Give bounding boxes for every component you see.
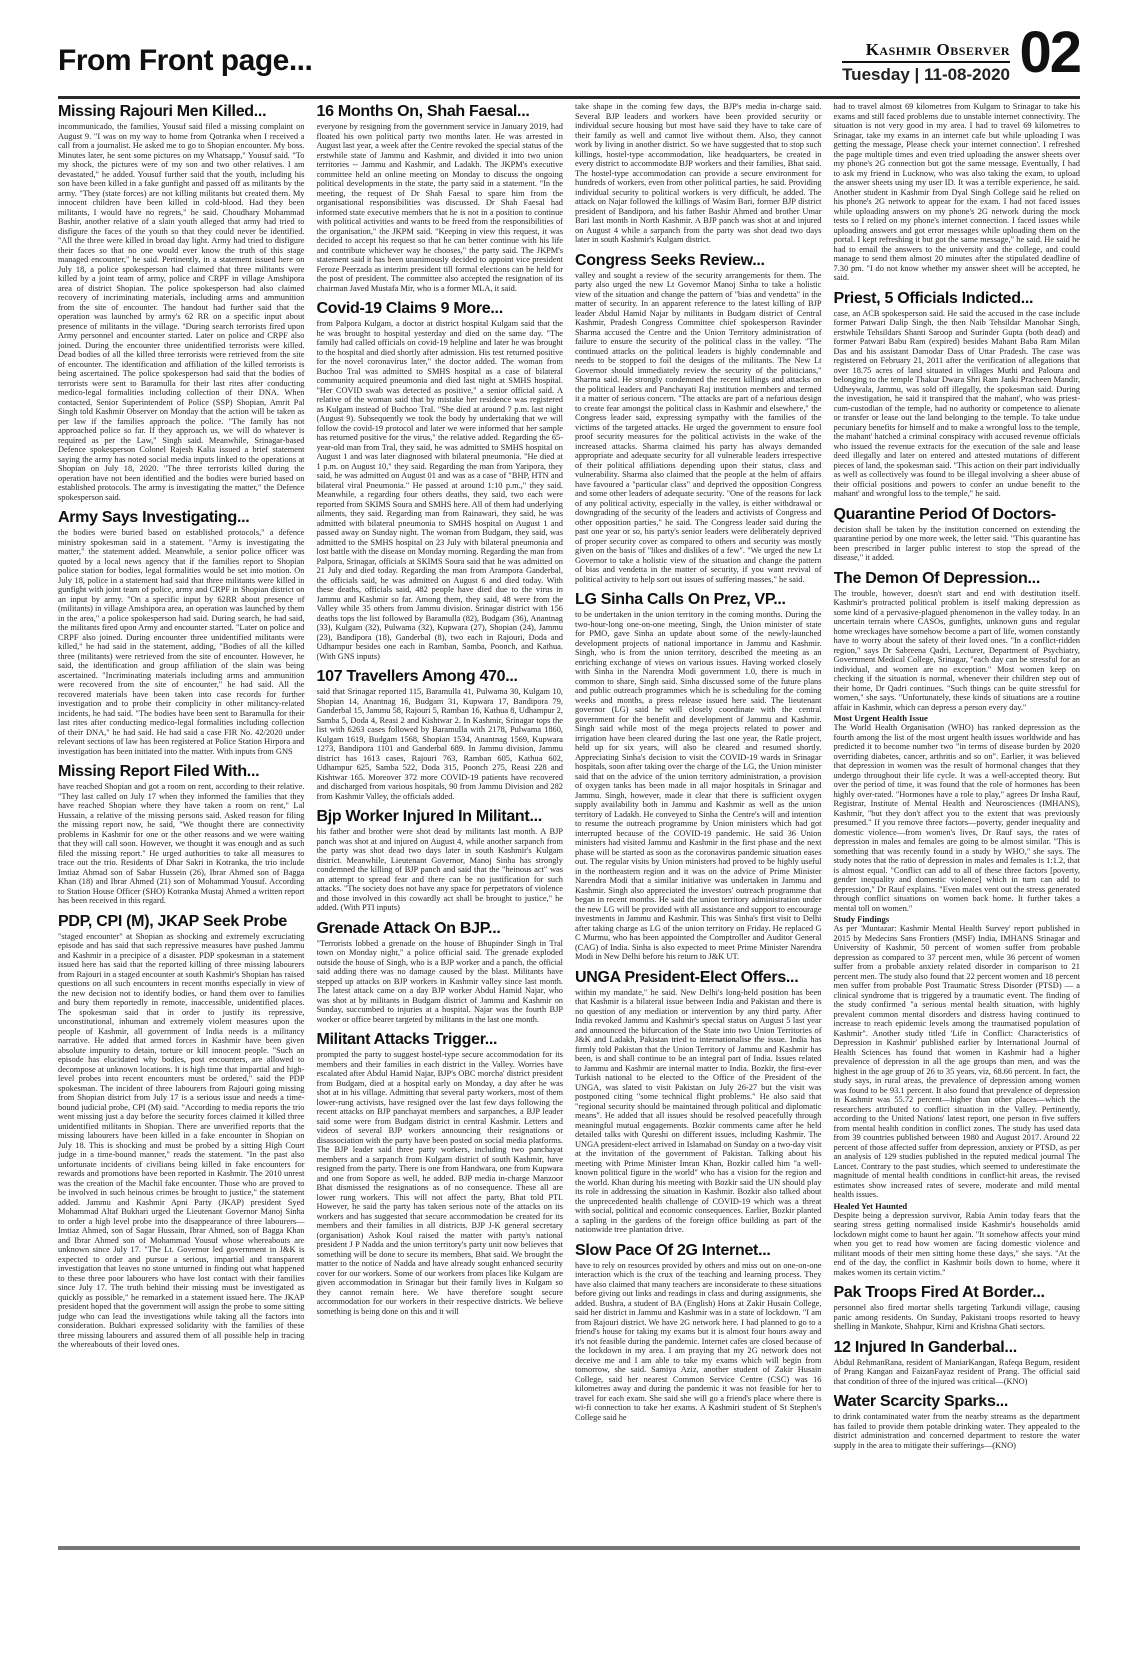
story-headline: 107 Travellers Among 470...: [316, 668, 518, 685]
column-3: [575, 102, 822, 1540]
news-story: [834, 569, 1081, 1278]
story-headline: Congress Seeks Review...: [575, 251, 765, 269]
news-story: [317, 1030, 564, 1316]
news-story: [58, 508, 305, 756]
masthead: [58, 18, 1080, 94]
story-body: everyone by resigning from the government service in January 2019, had floated his own political party two months later. He was arrested in August last year, a week after the Centre revoked the special status of the erstwhile state of Jammu and Kashmir, and divided it into two union territories -- Jammu and Kashmir, and Ladakh. The JKPM's executive committee held an online meeting on Monday to discuss the ongoing political developments in the state, the party said in a statement. "In the meeting, the request of Dr Shah Faesal to spare him from the organisational responsibilities was discussed. Dr Shah Faesal had informed state executive members that he is not in a position to continue with political activities and wants to be freed from the responsibilities of the organisation," the JKPM said. "Keeping in view this request, it was decided to accept his request so that he can better continue with his life and contribute whichever way he chooses," the party said. The JKPM's statement said it has been unanimously decided to appoint vice president Feroze Peerzada as interim president till formal elections can be held for the post of president. The committee also accepted the resignation of its chairman Javed Mustafa Mir, who is a former MLA, it said.: [316, 122, 563, 293]
story-headline: Missing Report Filed With...: [58, 763, 260, 780]
news-story: [317, 919, 564, 1025]
story-body: the bodies were buried based on established protocols," a defence ministry spokesman said in a statement. "Army is investigating the matter," the statement added. Meanwhile, a senior police officer was quoted by a local news agency that if the families report to Shopian police station for bodies, legal formalities would be set into motion. On July 18, police in a statement had said that three militants were killed in gunfight with joint team of police, army and CRPF in Shopian district on an input by army. "On a specific input by 62RR about presence of (militants) in village Amshipora area, an operation was launched by them in the area," a police spokesperson had said. During search, he had said, the militants fired upon Army and encounter started. "Later on police and CRPF also joined. During encounter three unidentified militants were killed," he had said in the statement, adding, "Bodies of all the killed three (militants) were retrieved from the site of encounter. However, he said, the identification and group affiliation of the slain was being ascertained. "Incriminating materials including arms and ammunition were recovered from the site of encounter," he had said. All the recovered materials have been taken into case records for further investigation and to probe their complicity in other militancy-related incidents, he had said. "The bodies have been sent to Baramulla for their last rites after conducting medico-legal formalities including collection of their DNA," he had said. He had said a case FIR No. 42/2020 under relevant sections of law has been registered at Police Station Hirpora and investigation has been initiated into the matter. With inputs from GNS: [58, 528, 305, 756]
news-story: [317, 102, 564, 293]
story-headline: Quarantine Period Of Doctors-: [833, 505, 1056, 523]
continued-text: take shape in the coming few days, the BJP's media in-charge said. Several BJP leaders and workers have been provided security or individual secure housing but most have said they have to take care of their family as well and cannot live without them. Also, they cannot work by living in another district. So we have suggested that to stop such killings, hostel-type accommodation, like headquarters, be created in every district to accommodate BJP workers and their families, Bhat said. The hostel-type accommodation can provide a secure environment for hundreds of workers, even from other political parties, he said. Providing individual security to political workers is very difficult, he added. The attack on Najar followed the killings of Wasim Bari, former BJP district president of Bandipora, and his father Bashir Ahmed and brother Umar Bari last month in North Kashmir. A BJP panch was shot at and injured on August 4 while a sarpanch from the party was shot dead two days later in south Kashmir's Kulgam district.: [575, 102, 822, 244]
news-story: [834, 289, 1081, 499]
news-story: [58, 762, 305, 906]
story-body: "staged encounter" at Shopian as shocking and extremely excruciating episode and has said that such repressive measures have pushed Jammu and Kashmir in a precipice of a disaster. PDP spokesman in a statement issued here has said that the reported killing of three missing labourers from Rajouri in a staged encounter at south Kashmir's Shopian has raised questions on all such encounters in recent months especially in view of the new decision not to identify bodies, or hand them over to families and bury them reportedly in remote, inaccessible, unidentified places. The spokesman said that in order to justify its repressive, unconstitutional, inhuman and extremely violent measures upon the people of Kashmir, all government of India needs is a militancy narrative. He added that armed forces in Kashmir have been given absolute impunity to detain, torture or kill innocent people. "Such an episode has elucidated why bodies, post encounters, are allowed to decompose at unknown locations. It is high time that impartial and high-level probes into recent encounters must be ordered," said the PDP spokesman. The incident of three labourers from Rajouri going missing from Shopian district from July 17 is a serious issue and needs a time-bound judicial probe, CPI (M) said. "According to media reports the trio went missing just a day before the security forces claimed it killed three unidentified militants in Shopian. There are unverified reports that the missing labourers have been killed in a fake encounter in Shopian on July 18. This is shocking and must be probed by a sitting High Court judge in a time-bound manner," reads the statement. "In the past also unfortunate incidents of civilians being killed in fake encounters for rewards and promotions have been reported in Kashmir. The 2010 unrest was the creation of the Machil fake encounter. Those who are proved to be involved in such heinous crimes be brought to justice," the statement added. Jammu and Kashmir Apni Party (JKAP) president Syed Mohammad Altaf Bukhari urged the Lieutenant Governor Manoj Sinha to order a high level probe into the disappearance of three labourers—Imtiaz Ahmed, son of Sagar Hussain, Ibrar Ahmed, son of Bagga Khan and Ibrar Ahmed son of Mohammad Yousuf whose whereabouts are unknown since July 17. "The Lt. Governor led government in J&K is expected to order and pursue a serious, impartial and transparent investigation that leaves no stone unturned in finding out what happened to these three poor labourers who have lost contact with their families since July 17. The truth behind their missing must be investigated as quickly as possible," he remarked in a statement issued here. The JKAP president hoped that the government will assign the probe to some sitting judge who can lead the investigations while taking all the factors into consideration. Bukhari expressed solidarity with the families of these three missing labourers and assured them of all possible help in tracing the whereabouts of their loved ones.: [58, 931, 305, 1349]
news-story: [317, 807, 564, 913]
newspaper-brand: Kashmir Observer: [865, 40, 1010, 59]
column-2: [317, 102, 564, 1540]
news-story: [575, 968, 822, 1235]
news-story: [834, 505, 1081, 563]
story-body: have reached Shopian and got a room on rent, according to their relative. "They last called on July 17 when they informed the families that they have reached Shopian where they have taken a room on rent," Lal Hussain, a relative of the missing persons said. Asked reason for filing the missing report now, he said, "We thought there are connectivity problems in Kashmir for one or the other reasons and we were waiting that they will call soon. However, we thought it was enough and as such filed the missing report." He urged authorities to take all measures to trace out the trio. Residents of Dhar Sakri in Kotranka, the trio include Imtiaz Ahmad son of Sabar Hussein (26), Ibrar Ahmed son of Bagga Khan (18) and Ibrar Ahmed (21) son of Mohammad Yousuf. According to Station House Officer (SHO) Kotranka Mustaj Ahmed a written report has been received in this regard.: [58, 782, 305, 905]
story-headline: Army Says Investigating...: [58, 509, 250, 526]
page-number: 02: [1019, 20, 1080, 85]
story-body: prompted the party to suggest hostel-type secure accommodation for its members and their families in each district in the Valley. Worries have escalated after Abdul Hamid Najar, BJP's OBC morcha' district president from Budgam, died at a hospital early on Monday, a day after he was shot at in his village. Admitting that several party workers, most of them lower-rung activists, have resigned over the last few days following the recent attacks on BJP panchayat members and sarpanches, a BJP leader said some were from Budgam district in central Kashmir. Letters and videos of several BJP workers announcing their resignations or disassociation with the party have been posted on social media platforms. The BJP leader said three party workers, including two panchayat members and a sarpanch from Kulgam district of south Kashmir, have resigned from the party. There is one from Handwara, one from Kupwara and one from Sopore as well, he added. BJP media in-charge Manzoor Bhat dismissed the resignations as of no consequence. These all are lower rung workers. This will not affect the party, Bhat told PTI. However, he said the party has taken serious note of the attacks on its workers and has suggested that secure accommodation be created for its members and their families in all districts. BJP J-K general secretary (organisation) Ashok Koul raised the matter with party's national president J P Nadda and the union territory's party unit now believes that something will be done to secure its members, Bhat said. We brought the matter to the notice of Nadda and have already sought enhanced security cover for our workers. Some of our workers from places like Kulgam are given accommodation in Srinagar but their family lives in Kulgam so they cannot remain here. We have therefore sought secure accommodation for our workers in their respective districts. We believe something is being done on this and it will: [316, 1050, 563, 1316]
story-body: said that Srinagar reported 115, Baramulla 41, Pulwama 30, Kulgam 10, Shopian 14, Anantnag 16, Budgam 31, Kupwara 17, Bandipora 79, Ganderbal 15, Jammu 58, Rajouri 5, Ramban 16, Kathua 8, Udhampur 2, Samba 5, Doda 4, Reasi 2 and Kishtwar 2. In Kashmir, Srinagar tops the list with 6263 cases followed by Baramulla with 2178, Pulwama 1860, Kulgam 1619, Budgam 1568, Shopian 1534, Anantnag 1569, Kupwara 1273, Bandipora 1101 and Ganderbal 689. In Jammu division, Jammu district has 1613 cases, Rajouri 763, Ramban 605, Kathua 602, Udhampur 625, Samba 522, Doda 315, Poonch 275, Reasi 228 and Kishtwar 165. Moreover 372 more COVID-19 patients have recovered and discharged from various hospitals, 90 from Jammu Division and 282 from Kashmir Valley, the officials added.: [316, 687, 563, 801]
story-headline: UNGA President-Elect Offers...: [575, 968, 799, 986]
story-body: case, an ACB spokesperson said. He said the accused in the case include former Patwari Dalip Singh, the then Naib Tehsildar Manohar Singh, erstwhile Tehsildars Shanti Saroop and Surinder Gupta (both dead) and former Patwari Babu Ram (expired) besides Mahant Baba Ram Milan Das and his assistant Damodar Dass of Uttar Pradesh. The case was registered on February 21, 2011 after the verification of allegations that over 18.75 acres of land situated in villages Muthi and Paloura and belonging to the temple Thakur Dwara Shri Ram Janki Pracheen Mandir, Udheywala, Jammu, was sold off illegally, the spokesman said. During the investigation, he said it transpired that the mahant', who was priest-cum-custodian of the temple, had no authority or competence to alienate or transfer or lease out the land belonging to the temple. To take undue pecuniary benefits for himself and to make a wrongful loss to the temple, the mahant' hatched a criminal conspiracy with accused revenue officials who issued the revenue extracts for the execution of the sale and lease deed illegally and later on entered and attested mutations of different pieces of land, the spokesman said. "This action on their part individually as well as collectively was found to be illegal involving a sheer abuse of their official positions and powers to confer an undue benefit to the mahant' and wrongful loss to the temple," he said.: [833, 308, 1080, 498]
section-title: From Front page...: [58, 44, 313, 77]
brand-block: [842, 40, 1010, 85]
story-headline: 12 Injured In Ganderbal...: [833, 1338, 1017, 1356]
story-body: Abdul RehmanRana, resident of ManiarKangan, Rafeqa Begum, resident of Prang Kangan and FaizanFayaz resident of Prang. The official said that condition of three of the injured was critical—(KNO): [833, 1357, 1080, 1386]
news-story: [317, 299, 564, 661]
issue-date: Tuesday | 11-08-2020: [842, 65, 1010, 84]
news-story: [58, 102, 305, 502]
brand-divider: [842, 61, 1010, 63]
story-subheading: Healed Yet Haunted: [833, 1200, 908, 1211]
story-body: to drink contaminated water from the nearby streams as the department has failed to provide them potable drinking water. They appealed to the district administration and concerned department to restore the water supply in the area to mitigate their sufferings—(KNO): [833, 1412, 1080, 1450]
story-body: decision shall be taken by the institution concerned on extending the quarantine period by one more week, the letter said. "This quarantine has been prescribed in larger public interest to stop the spread of the disease," it added.: [833, 524, 1080, 562]
story-headline: Covid-19 Claims 9 More...: [316, 300, 503, 317]
news-story: [575, 590, 822, 962]
story-subheading: Most Urgent Health Issue: [833, 713, 928, 723]
news-story: [834, 1338, 1081, 1387]
story-headline: 16 Months On, Shah Faesal...: [316, 103, 530, 120]
story-body: personnel also fired mortar shells targeting Tarkundi village, causing panic among residents. On Sunday, Pakistani troops resorted to heavy shelling in Mankote, Shahpur, Kirni and Krishna Ghati sectors.: [833, 1303, 1080, 1331]
news-story: [834, 1392, 1081, 1450]
story-body: within my mandate," he said. New Delhi's long-held position has been that Kashmir is a bilateral issue between India and Pakistan and there is no question of any mediation or intervention by any third party. After India revoked Jammu and Kashmir's special status on August 5 last year and announced the bifurcation of the State into two Union Territories of J&K and Ladakh, Pakistan tried to internationalise the issue. India has firmly told Pakistan that the Union Territory of Jammu and Kashmir has been, is and shall continue to be an integral part of India. Issues related to Jammu and Kashmir are internal matter to India. Bozkir, the first-ever Turkish national to be elected to the Office of the President of the UNGA, was slated to visit Pakistan on July 26-27 but the visit was postponed citing "some technical flight problems." He also said that "regional security should be maintained through political and diplomatic means". He added that all issues should be resolved peacefully through meaningful mutual engagements. Bozkir comments came after he held detailed talks with Qureshi on different issues, including Kashmir. The UNGA president-elect arrived in Islamabad on Sunday on a two-day visit at the invitation of the government of Pakistan. Talking about his meeting with Prime Minister Imran Khan, Bozkir called him "a well-known political figure in the world" who has a vision for the region and the world. Khan during his meeting with Bozkir said the UN should play its role in addressing the situation in Kashmir. Bozkir also talked about the unprecedented health challenge of COVID-19 which was a threat with social, political and economic consequences. Earlier, Bozkir planted a sapling in the gardens of the foreign office building as part of the nationwide tree plantation drive.: [575, 987, 822, 1234]
story-subheading: Study Findings: [833, 914, 890, 924]
news-story: [317, 667, 564, 801]
story-body: to be undertaken in the union territory in the coming months. During the two-hour-long one-on-one meeting, Singh, the Union minister of state for PMO, gave Sinha an update about some of the newly-launched development projects of national importance in Jammu and Kashmir. Singh, who is from the union territory, described the meeting as an enriching exchange of views on various issues. Having worked closely with Sinha in the Narendra Modi government 1.0, there is much in common to share, Singh said. Sinha discussed some of the future plans and public outreach programmes which he is scheduling for the coming weeks and months, a press release issued here said. The lieutenant governor (LG) said he will closely coordinate with the central government for the benefit and development of Jammu and Kashmir. Singh said while most of the mega projects related to power and irrigation have been cleared during the last one year, the Ratle project, held up for six years, will also be cleared and resumed shortly. Appreciating Sinha's decision to visit the COVID-19 wards in Srinagar hospitals, soon after taking over the charge of the LG, the Union minister said that on the advice of the union territory administration, a provision of oxygen tanks has been made in all major hospitals in Srinagar and Jammu. Singh, however, made it clear that there is sufficient oxygen supply availability both in Jammu and Kashmir as well as the union territory of Ladakh. He conveyed to Sinha the Centre's will and intention to resume the outreach programme by Union ministers which had got interrupted because of the COVID-19 pandemic. He said 36 Union ministers had visited Jammu and Kashmir in the first phase and the next phase will be started as soon as the coronavirus pandemic situation eases out. The regular visits by Union ministers had proved to be highly useful in the northeastern region and it was on the advice of Prime Minister Narendra Modi that a similar initiative was undertaken in Jammu and Kashmir. Singh also appreciated the investors' outreach programme that began in recent months. He said the union territory administration under the new LG will be provided with all assistance and support to encourage investments in Jammu and Kashmir. This was Sinha's first visit to Delhi after taking charge as LG of the union territory on Friday. He replaced G C Murmu, who has been appointed the Comptroller and Auditor General (CAG) of India. Sinha is also expected to meet Prime Minister Narendra Modi in New Delhi before his return to J&K UT.: [575, 610, 822, 961]
story-headline: Pak Troops Fired At Border...: [833, 1284, 1045, 1301]
column-4: [834, 102, 1081, 1540]
story-headline: Bjp Worker Injured In Militant...: [316, 808, 542, 825]
story-body: As per 'Muntazar: Kashmir Mental Health Survey' report published in 2015 by Medecins Sans Frontiers (MSF) India, IMHANS Srinagar and University of Kashmir, 50 percent of women suffer from probable depression as compared to 37 percent men, while 36 percent of women suffer from a probable anxiety related disorder in comparison to 21 percent men. The study also found that 22 percent women and 18 percent men suffer from probable Post Traumatic Stress Disorder (PTSD) — a clinical syndrome that is triggered by a traumatic event. The finding of the study confirmed "a serious mental health situation, with highly prevalent common mental disorders and distress having continued to increase to reach epidemic levels among the traumatised population of Kashmir". Another study titled 'Life in Conflict: Characteristics of Depression in Kashmir' published earlier by International Journal of Health Sciences has found that women in Kashmir had a higher prevalence of depression in all the age groups than men, and was the highest in the age group of 26 to 35 years, viz, 68.66 percent. In fact, the study says, in rural areas, the prevalence of depression among women was found to be 93.1 percent. It also found that prevalence of depression in Kashmir was 55.72 percent—higher than other places—which the researchers attributed to conflict situation in the Valley. Pertinently, according to the United Nations' latest report, one person in five suffers from mental health condition in conflict zones. The study has used data from 39 countries published between 1980 and August 2017. Around 22 percent of those affected suffer from depression, anxiety or PTSD, as per an analysis of 129 studies published in the reputed medical journal The Lancet. Contrary to the past studies, which seemed to underestimate the magnitude of mental health conditions in conflict-hit areas, the revised estimates show increased rates of severe, moderate and mild mental health issues.: [833, 924, 1080, 1199]
article-columns: [58, 102, 1080, 1540]
story-body: have to rely on resources provided by others and miss out on one-on-one interaction which is the crux of the teaching and learning process. They have also claimed that many teachers are inconsiderate to these situations before giving out links and readings in class and during assignments, she added. Bushra, a student of BA (English) Hons at Zakir Husain College, said her district in Jammu and Kashmir was in a state of lockdown. "I am from Rajouri district. We have 2G network here. I had planned to go to a friend's house for taking my exams but it is almost four hours away and it's not feasible during the pandemic. Internet cafes are closed because of the lockdown in my area. I am praying that my 2G network does not deceive me and I am able to take my exams which will begin from tomorrow, she said. Samiya Aziz, another student of Zakir Husain College, said her nearest Common Service Centre (CSC) was 16 kilometres away and during the pandemic it was not feasible for her to travel for each exam. She said she will go a friend's place where there is wi-fi connection to take her exams. A Kashmiri student of St Stephen's College said he: [575, 1260, 822, 1422]
news-story: [834, 1283, 1081, 1332]
news-story: [575, 251, 822, 585]
story-body: The World Health Organisation (WHO) has ranked depression as the fourth among the list of the most urgent health issues worldwide and has predicted it to become number two "in terms of disease burden by 2020 overriding diabetes, cancer, arthritis and so on". Earlier, it was believed that depression in women was the result of hormonal changes that they undergo throughout their life cycle. It was a well-accepted theory. But over the period of time, it was found that the role of hormones has been highly over-rated. "Hormones have a role to play," agrees Dr Insha Rauf, Registrar, Institute of Mental Health and Neurosciences (IMHANS), Kashmir, "but they don't affect you to the extent that was previously presumed." If you remove three factors—poverty, gender inequality and domestic violence—from women's lives, Dr Rauf says, the rates of depression in males and females are going to be almost similar. "This is something that was recently found in a study by WHO," she says. The study notes that the ratio of depression in males and females is 1:1.2, that is almost equal. "Conflict can add to all of these three factors [poverty, gender inequality and domestic violence] which in turn can add to depression," Dr Rauf explains. "Even males vent out the stress generated through conflict situations on women back home. It further takes a mental toll on women.": [833, 723, 1080, 913]
column-1: [58, 102, 305, 1540]
story-body: "Terrorists lobbed a grenade on the house of Bhupinder Singh in Tral town on Monday night," a police official said. The grenade exploded outside the house of Singh, who is a BJP worker and a panch, the official said adding there was no damage caused by the blast. Militants have stepped up attacks on BJP workers in Kashmir valley since last month. The latest attack came on a day BJP worker Abdul Hamid Najar, who was shot at by militants in Budgam district of Jammu and Kashmir on Sunday, succumbed to injuries at a hospital. Najar was the fourth BJP worker or office bearer targeted by militants in the last one month.: [316, 938, 563, 1024]
story-headline: PDP, CPI (M), JKAP Seek Probe: [58, 912, 288, 930]
story-body: incommunicado, the families, Yousuf said filed a missing complaint on August 9. "I was on my way to home from Qotranka when I received a call from a journalist. He asked me to go to Shopian encounter. My boss. Minutes later, he sent some pictures on my Whatsapp," Yousuf said. "To my shock, the pictures were of my son and two other relatives. I am devastated," he added. Yousuf further said that the youth, including his son have been killed in a fake gunfight and passed off as militants by the army. "They (state forces) are not killing militants but created them. My innocent children have been killed in cold-blood. Had they been militants, I would have no regrets," he said. Choudhary Mohammad Bashir, another relative of a slain youth alleged that army had tried to disfigure the faces of the youth so that they could never be identified. "All the three were killed in broad day light. Army had tried to disfigure their faces so that no one would ever know the truth of this stage managed encounter," he said. Pertinently, in a statement issued here on July 18, a police spokesperson had claimed that three militants were killed by a joint team of army, police and CRPF in village Amshipora area of district Shopian. The police spokesperson had also claimed recovery of incriminating materials, including arms and ammunition from the site of encounter. The handout had further said that the operation was launched by army's 62 RR on a specific input about presence of militants in the village. "During search terrorists fired upon Army personnel and encounter started. Later on police and CRPF also joined. During the encounter three unidentified terrorists were killed. Dead bodies of all the killed three terrorists were retrieved from the site of encounter. The identification and affiliation of the killed terrorists is being ascertained. The police spokesperson had said that the bodies of terrorists were sent to Baramulla for their last rites after conducting medico-legal formalities including collection of their DNA. When contacted, Senior Superintendent of Police (SSP) Shopian, Amrit Pal Singh told Kashmir Observer on Monday that the action will be taken as per law if the families approach the police. "The family has not approached police so far. If they approach us, we will do whatever is required as per the Law," Singh said. Meanwhile, Srinagar-based Defence spokesperson Colonel Rajesh Kalia issued a brief statement saying the army has noted social media inputs linked to the operations at Shopian on July 18, 2020. "The three terrorists killed during the operation have not been identified and the bodies were buried based on established protocols. The army is investigating the matter," the Defence spokesperson said.: [58, 122, 305, 502]
continued-text: had to travel almost 69 kilometres from Kulgam to Srinagar to take his exams and still faced problems due to unstable internet connectivity. The situation is not very good in my area. I had to travel 69 kilometres to Srinagar, take my exams in an internet cafe but while uploading I was getting the message, Please check your internet connection'. I refreshed the page multiple times and even tried uploading the answer sheets over my phone's 2G connection but got the same message. Eventually, I had to ask my friend in Lucknow, who was also taking the exam, to upload the answer sheets using my user ID. It was a terrible experience, he said. Another student in Kashmir from Dyal Singh College said he relied on his phone's 2G network to appear for the exam. I had not faced issues while uploading answers on my phone's 2G network during the mock tests so I relied on my phone's internet connection. I faced issues while uploading answers and got error messages while uploading them on the portal. I kept refreshing it but got the same message," he said. He said he had to email the answers to the university and the college, and could manage to send them almost 20 minutes after the stipulated deadline of 7.30 pm. "I do not know whether my answer sheet will be accepted, he said.: [833, 102, 1080, 282]
story-headline: Slow Pace Of 2G Internet...: [575, 1241, 771, 1259]
story-body: his father and brother were shot dead by militants last month. A BJP panch was shot at and injured on August 4, while another sarpanch from the party was shot dead two days later in south Kashmir's Kulgam district. Meanwhile, Lieutenant Governor, Manoj Sinha has strongly condemned the killing of BJP panch and said that the "heinous act" was an attempt to spread fear and there can be no justification for such attacks. "The society does not have any space for perpetrators of violence and those involved in this cowardly act shall be brought to justice," he added. (With PTI inputs): [316, 827, 563, 912]
story-body: valley and sought a review of the security arrangements for them. The party also urged the new Lt Governor Manoj Sinha to take a holistic view of the situation and change the pattern of "bias and vendetta" in the matter of security. In an apparent reference to the latest killing of BJP leader Abdul Hamid Najar by militants in Budgam district of Central Kashmir, Pradesh Congress Committee chief spokesperson Ravinder Sharma accused the Centre and the Union Territory administration of failure to ensure the security of the political class in the valley. "The continued attacks on the political leaders is highly condemnable and needs to be stopped to foil the designs of the militants. The New Lt Governor should immediately review the security of the politicians," Sharma said. He strongly condemned the recent killings and attacks on the political leaders and Panchayati Raj institution members and termed it a matter of serious concern. "The attacks are part of a nefarious design to create fear amongst the political class in Kashmir and elsewhere," the Congress leader said, expressing sympathy with the families of the victims of the targeted attacks. He urged the government to ensure fool proof security measures for the political activists in the wake of the increased attacks. Sharma claimed his party has always demanded appropriate and adequate security for all vulnerable leaders irrespective of their political affiliations depending upon their status, class and vulnerability. Sharma also claimed that the people at the helm of affairs have favoured a "particular class" and deprived the opposition Congress and some other leaders of adequate security. "One of the reasons for lack of any political activity, especially in the valley, is either withdrawal or downgrading of the security of the leaders and activists of Congress and other opposition parties," he said. The Congress leader said during the past one year or so, his party's senior leaders were deliberately deprived of proper security cover as compared to others and security was mostly given on the basis of "likes and dislikes of a few". "We urged the new Lt Governor to take a holistic view of the situation and change the pattern of bias and vendetta in the matter of security, if you want revival of political activity to help sort out issues of suffering masses," he said.: [575, 270, 822, 584]
story-body: Despite being a depression survivor, Rabia Amin today fears that the searing stress getting normalised inside Kashmir's households amid lockdown might come to haunt her again. "It somehow affects your mind when you get to read how women are facing domestic violence and militant moods of their men sitting home these days," she says. "At the end of the day, the conflict in Kashmir boils down to home, where it makes women its certain victim.": [833, 1210, 1080, 1277]
story-headline: Grenade Attack On BJP...: [316, 919, 501, 937]
story-headline: Priest, 5 Officials Indicted...: [833, 289, 1034, 307]
story-headline: The Demon Of Depression...: [833, 569, 1040, 587]
story-headline: Water Scarcity Sparks...: [833, 1393, 1009, 1410]
story-body: from Palpora Kulgam, a doctor at district hospital Kulgam said that the he was brought to hospital yesterday and died on the same day. "The family had called officials on covid-19 helpline and later he was brought to the hospital and died shortly after admission. His test returned positive for the novel coronavirus later," the doctor added. The woman from Buchoo Tral was admitted to SMHS hospital as a case of bilateral community acquired pneumonia and died last night at SMHS hospital. "Her COVID swab was detected as positive," a senior official said. A relative of the woman said that by mistake her residence was registered as Kulgam instead of Buchoo Tral. "She died at around 7 p.m. last night (August 9). Subsequently we took the body by undertaking that we will follow the covid-19 protocol and later we were informed that her sample has returned positive for the virus," the relative added. Regarding the 65-year-old man from Tral, they said, he was admitted to SMHS hospital on August 1 and was later diagnosed with bilateral pneumonia. "He died at 1 p.m. on August 10," they said. Regarding the man from Yaripora, they said, he was admitted on August 01 and was as a case of "BHP, HTN and bilateral viral Pneumonia." He passed at around 1:10 p.m.," they said. Meanwhile, a regarding four others deaths, they said, two each were reported from SKIMS Soura and SMHS here. All of them had underlying ailments, they said. Regarding man from Rainawari, they said, he was admitted with bilateral pneumonia to SMHS hospital on August 1 and passed away on Sunday night. The woman from Budgam, they said, was admitted to the SMHS hospital on 23 July with bilateral pneumonia and lost battle with the disease on Monday morning. Regarding the man from Palpora, Srinagar, officials at SKIMS Soura said that he was admitted on 21 July and died today. Regarding the man from Arampora Ganderbal, the officials said, he was admitted on August 6 and died today. With these deaths, officials said, 482 people have died due to the virus in Jammu and Kashmir so far. Among them, they said, 48 were from the Valley while 35 others from Jammu division. Srinagar district with 156 deaths tops the list followed by Baramulla (82), Budgam (36), Anantnag (33), Kulgam (32), Pulwama (32), Kupwara (27), Shopian (24), Jammu (23), Bandipora (18), Ganderbal (8), two each in Rajouri, Doda and Udhampur besides one each in Ramban, Samba, Poonch, and Kathua. (With GNS inputs): [316, 319, 563, 661]
story-body: The trouble, however, doesn't start and end with destitution itself. Kashmir's protracted political problem is itself making depression as some kind of a pervasive-plagued phenomenon in the valley today. In an uncertain terrain where CASOs, gunfights, unknown guns and regular home wreckages have somehow become a part of life, women constantly have to worry about the safety of their loved ones. "In a conflict-ridden region," says Dr Sabreena Qadri, Lecturer, Department of Psychiatry, Government Medical College, Srinagar, "each day can be stressful for an individual, and women are no exception." Most women keep on checking if the situation is normal, whenever their children step out of their home, Dr Qadri continues. "Such things can be quite stressful for women," she says. "Unfortunately, these kinds of situations are a routine affair in Kashmir, which can depress a person every day.": [833, 588, 1080, 712]
story-headline: Missing Rajouri Men Killed...: [58, 103, 267, 120]
news-story: [58, 912, 305, 1350]
news-story: [575, 1241, 822, 1423]
story-headline: LG Sinha Calls On Prez, VP...: [575, 591, 786, 608]
footer-divider: [58, 1546, 1080, 1550]
header-divider: [58, 96, 1080, 99]
story-headline: Militant Attacks Trigger...: [316, 1031, 498, 1048]
